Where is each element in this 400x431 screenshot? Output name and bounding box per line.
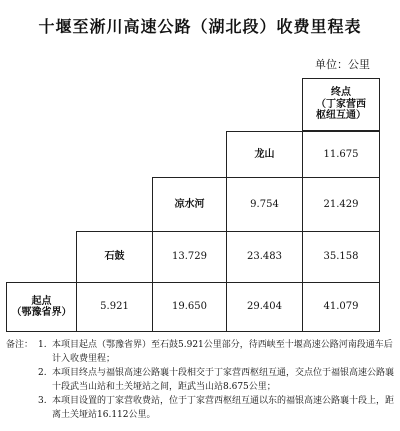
cell-shiqiao-end: 35.158 <box>302 231 380 283</box>
label-end-point: 终点 （丁家营西 枢纽互通） <box>302 78 380 131</box>
note-item <box>6 366 396 394</box>
cell-longshan-end: 11.675 <box>302 131 380 178</box>
cell-start-liangshuihe: 19.650 <box>152 282 227 332</box>
note-number: 3. <box>38 396 47 406</box>
note-text: 本项目终点与福银高速公路襄十段相交于丁家营西枢纽互通，交点位于福银高速公路襄十段武当山站和土关垭站之间，距武当山站8.675公里； <box>52 368 395 392</box>
label-longshan: 龙山 <box>226 131 303 178</box>
cell-start-longshan: 29.404 <box>226 282 303 332</box>
label-start-point: 起点 （鄂豫省界） <box>6 282 77 332</box>
cell-liangshuihe-longshan: 9.754 <box>226 177 303 232</box>
note-text: 本项目设置的丁家营收费站，位于丁家营西枢纽互通以东的福银高速公路襄十段上，距离土关垭站16.112公里。 <box>52 396 395 420</box>
note-item <box>6 394 396 422</box>
notes-section <box>6 338 396 422</box>
cell-shiqiao-longshan: 23.483 <box>226 231 303 283</box>
label-shiqiao: 石鼓 <box>76 231 153 283</box>
cell-start-shiqiao: 5.921 <box>76 282 153 332</box>
label-liangshuihe: 凉水河 <box>152 177 227 232</box>
page-title: 十堰至淅川高速公路（湖北段）收费里程表 <box>38 17 362 36</box>
cell-liangshuihe-end: 21.429 <box>302 177 380 232</box>
note-number: 1. <box>38 340 47 350</box>
unit-label: 单位：公里 <box>315 58 370 71</box>
note-text: 本项目起点（鄂豫省界）至石鼓5.921公里部分，待西峡至十堰高速公路河南段通车后计入收费里程； <box>52 340 393 364</box>
note-item <box>6 338 396 366</box>
notes-prefix: 备注： <box>6 340 34 350</box>
note-number: 2. <box>38 368 47 378</box>
cell-shiqiao-liangshuihe: 13.729 <box>152 231 227 283</box>
cell-start-end: 41.079 <box>302 282 380 332</box>
